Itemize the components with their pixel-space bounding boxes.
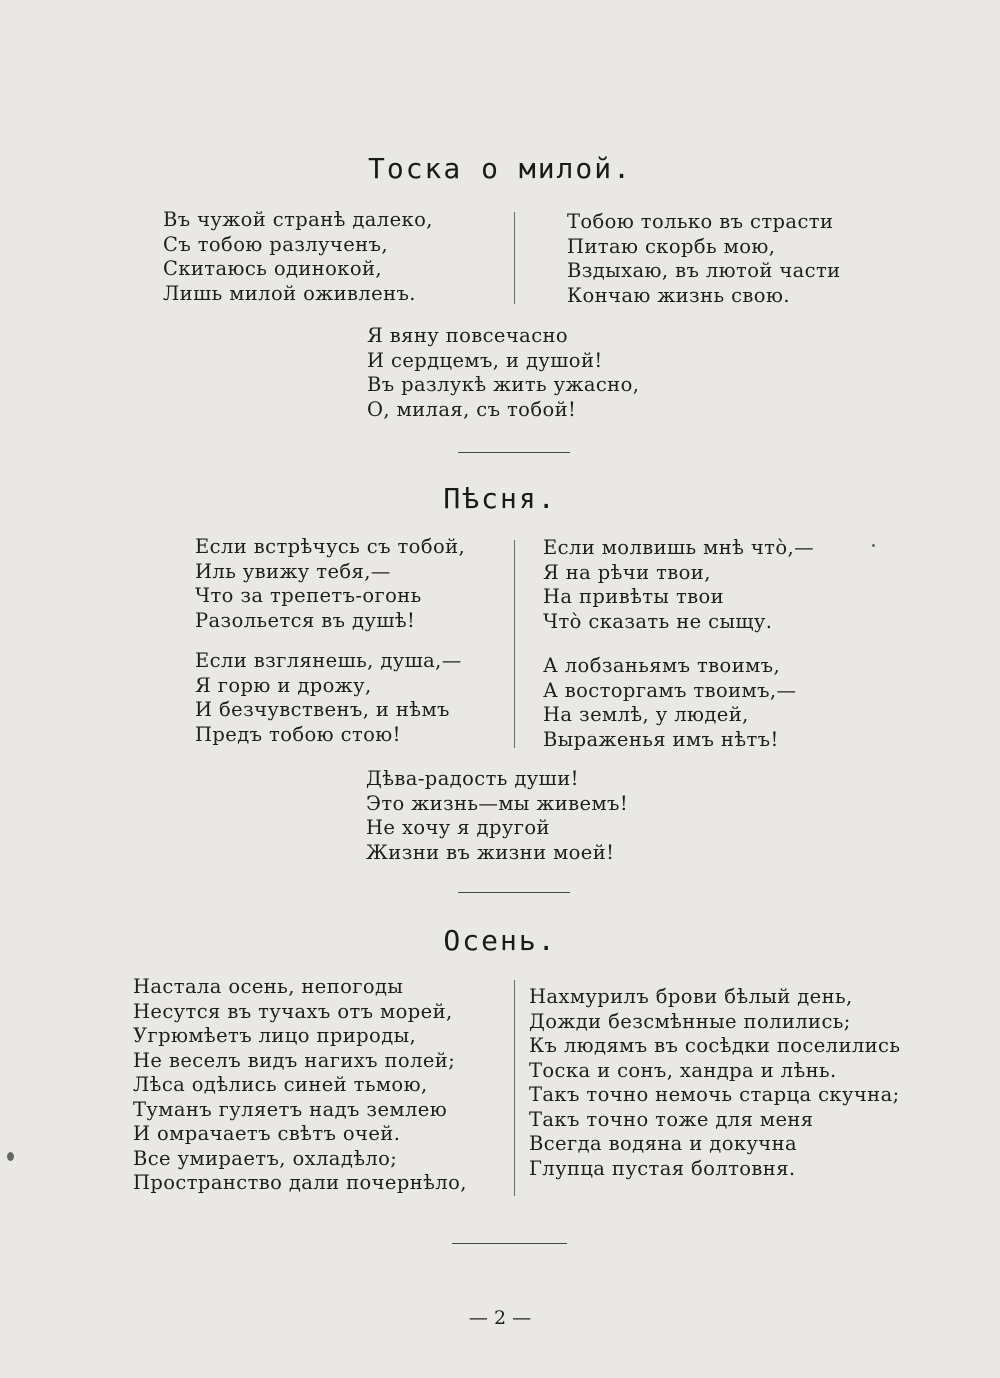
verse-line: Скитаюсь одинокой, [163, 257, 383, 280]
verse-line: Туманъ гуляетъ надъ землею [133, 1097, 448, 1121]
verse-line: Нахмурилъ брови бѣлый день, [529, 985, 853, 1008]
verse-line: Дѣва-радость души! [366, 767, 579, 790]
verse-line: Предъ тобою стою! [195, 722, 401, 746]
verse-line: Жизни въ жизни моей! [366, 840, 615, 864]
stanza-pesnya-3 [543, 536, 814, 634]
verse-line: Лѣса одѣлись синей тьмою, [133, 1073, 428, 1096]
verse-line: И безчувственъ, и нѣмъ [195, 698, 450, 721]
section-divider [452, 1243, 567, 1244]
stanza-pesnya-1 [195, 535, 465, 633]
verse-line: Разольется въ душѣ! [195, 608, 416, 632]
poem-title-osen: Осень. [443, 924, 557, 957]
verse-line: Питаю скорбь мою, [567, 234, 776, 258]
verse-line: И омрачаетъ свѣтъ очей. [133, 1122, 401, 1145]
verse-line: Настала осень, непогоды [133, 975, 404, 998]
verse-line: Что за трепетъ-огонь [195, 584, 422, 607]
stanza-osen-1 [133, 975, 467, 1196]
verse-line: Въ разлукѣ жить ужасно, [367, 373, 640, 396]
poem-title-toska: Тоска о милой. [367, 152, 632, 185]
verse-line: Такъ точно немочь старца скучна; [529, 1083, 900, 1106]
poem-title-pesnya: Пѣсня. [443, 482, 557, 515]
verse-line: Такъ точно тоже для меня [529, 1107, 814, 1131]
verse-line: Съ тобою разлученъ, [163, 232, 388, 256]
verse-line: Если молвишь мнѣ что̀,— [543, 536, 814, 559]
verse-line: Пространство дали почернѣло, [133, 1171, 467, 1194]
section-divider [458, 892, 570, 893]
page-number: — 2 — [468, 1307, 532, 1329]
stanza-toska-1 [163, 208, 433, 306]
verse-line: Въ чужой странѣ далеко, [163, 208, 433, 231]
verse-line: Не хочу я другой [366, 816, 550, 839]
column-divider [514, 540, 515, 748]
paper-speck [872, 544, 875, 547]
stanza-pesnya-4 [543, 654, 796, 752]
verse-line: Всегда водяна и докучна [529, 1132, 798, 1155]
verse-line: И сердцемъ, и душой! [367, 348, 603, 372]
stanza-pesnya-5 [366, 767, 628, 865]
verse-line: Выраженья имъ нѣтъ! [543, 727, 779, 751]
verse-line: Кончаю жизнь свою. [567, 283, 790, 307]
section-divider [458, 452, 570, 453]
verse-line: Не веселъ видъ нагихъ полей; [133, 1048, 456, 1072]
verse-line: Тобою только въ страсти [567, 210, 834, 233]
verse-line: А восторгамъ твоимъ,— [543, 678, 797, 702]
verse-line: Все умираетъ, охладѣло; [133, 1146, 398, 1170]
verse-line: Это жизнь—мы живемъ! [366, 791, 629, 815]
verse-line: Я горю и дрожу, [195, 673, 372, 697]
verse-line: Что̀ сказать не сыщу. [543, 609, 773, 633]
column-divider [514, 980, 515, 1196]
stanza-osen-2 [529, 985, 900, 1181]
stanza-toska-2 [567, 210, 841, 308]
verse-line: На землѣ, у людей, [543, 703, 749, 726]
verse-line: Вздыхаю, въ лютой части [567, 259, 841, 282]
column-divider [514, 212, 515, 304]
verse-line: Дожди безсмѣнные полились; [529, 1009, 851, 1033]
verse-line: Несутся въ тучахъ отъ морей, [133, 999, 453, 1023]
paper-speck [7, 1152, 14, 1161]
verse-line: Лишь милой оживленъ. [163, 281, 416, 305]
verse-line: Тоска и сонъ, хандра и лѣнь. [529, 1058, 837, 1082]
verse-line: Я на рѣчи твои, [543, 560, 711, 584]
verse-line: Я вяну повсечасно [367, 324, 569, 347]
verse-line: Иль увижу тебя,— [195, 559, 391, 583]
verse-line: А лобзаньямъ твоимъ, [543, 654, 781, 677]
verse-line: О, милая, съ тобой! [367, 397, 577, 421]
stanza-toska-3 [367, 324, 639, 422]
verse-line: Если взглянешь, душа,— [195, 649, 462, 672]
verse-line: Угрюмѣетъ лицо природы, [133, 1024, 417, 1047]
verse-line: Если встрѣчусь съ тобой, [195, 535, 466, 558]
stanza-pesnya-2 [195, 649, 462, 747]
verse-line: Глупца пустая болтовня. [529, 1156, 796, 1180]
verse-line: Къ людямъ въ сосѣдки поселились [529, 1034, 901, 1057]
verse-line: На привѣты твои [543, 585, 725, 608]
